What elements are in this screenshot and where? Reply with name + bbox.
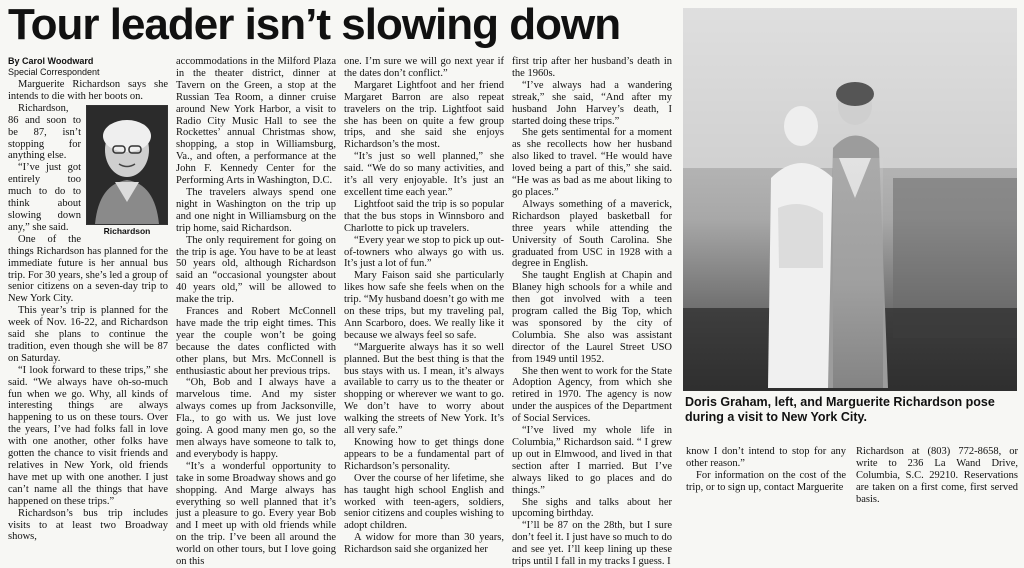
paragraph: “I’ll be 87 on the 28th, but I sure don’t feel it. I just have so much to do and see yet. I’ll keep lining up these trips until I fall in my tracks I guess. I [512, 520, 672, 568]
mugshot-caption: Richardson [103, 225, 151, 236]
paragraph: Richardson’s bus trip includes visits to at least two Broadway shows, [8, 507, 168, 543]
paragraph: “It’s a wonderful opportunity to take in some Broadway shows and go shopping. And Marge always has everything so well planned that it’s just a pleasure to go. Every year Bob and I meet up with old friends while on the trip. I’ve been all around the world on other tours, but I love going on this [176, 460, 336, 568]
paragraph: Over the course of her lifetime, she has taught high school English and worked with teen-agers, soldiers, senior citizens and couples wishing to adopt children. [344, 472, 504, 532]
paragraph: A widow for more than 30 years, Richardson said she organized her [344, 532, 504, 556]
paragraph: Knowing how to get things done appears to be a fundamental part of Richardson’s personality. [344, 437, 504, 472]
paragraph: Lightfoot said the trip is so popular that the bus stops in Winnsboro and Charlotte to pick up travelers. [344, 198, 504, 234]
paragraph: One of the things Richardson has planned for the immediate future is her annual bus trip. For 30 years, she’s led a group of senior citizens on a seven-day trip to New York City. [8, 233, 168, 305]
paragraph: “I’ve always had a wandering streak,” she said, “And after my husband John Harvey’s death, I started doing these trips.” [512, 79, 672, 127]
paragraph: The travelers always spend one night in Washington on the trip up and one night in Williamsburg on the trip home, said Richardson. [176, 186, 336, 234]
paragraph: “It’s just so well planned,” she said. “We do so many activities, and it’s all very enjoyable. It’s just an excellent time each year.” [344, 151, 504, 198]
paragraph: first trip after her husband’s death in the 1960s. [512, 56, 672, 79]
article-column-3 [344, 56, 504, 556]
portrait-photo [86, 105, 168, 225]
paragraph: “Marguerite always has it so well planned. But the best thing is that the bus stays with us. I mean, it’s always available to carry us to the theater or shopping or wherever we want to go. We don’t have to worry about walking the streets of New York. It’s all very safe.” [344, 341, 504, 437]
paragraph: “Oh, Bob and I always have a marvelous time. And my sister always comes up from Jacksonville, Fla., to go with us. We just love going. A good many men go, so the men always have someone to talk to, and everybody is happy. [176, 377, 336, 460]
article-column-5 [686, 446, 846, 494]
paragraph: Always something of a maverick, Richardson played basketball for three years while attending the University of South Carolina. She graduated from USC in 1928 with a degree in English. [512, 198, 672, 270]
paragraph: “I’ve just got entirely too much to do to think about slowing down any,” she said. [8, 162, 81, 233]
paragraph: accommodations in the Milford Plaza in the theater district, dinner at Tavern on the Green, a stop at the Russian Tea Room, a dinner cruise around New York Harbor, a visit to Radio City Music Hall to see the Rockettes’ annual Christmas show, shopping, a stop in Williamsburg, Va., and often, a performance at the John F. Kennedy Center for the Performing Arts in Washington, D.C. [176, 56, 336, 187]
paragraph: “Every year we stop to pick up out-of-towners who always go with us. It’s just a lot of fun.” [344, 234, 504, 270]
paragraph: Marguerite Richardson says she intends to die with her boots on. [8, 79, 168, 102]
paragraph: Richardson at (803) 772-8658, or write to 236 La Wand Drive, Columbia, S.C. 29210. Reservations are taken on a first come, first served basis. [856, 446, 1018, 505]
paragraph: She gets sentimental for a moment as she recollects how her husband also liked to travel. “He would have loved being a part of this,” she said. “He was as bad as me about liking to go places.” [512, 127, 672, 198]
article-column-1 [8, 56, 168, 543]
article-column-6 [856, 446, 1018, 506]
headline: Tour leader isn’t slowing down [8, 0, 621, 49]
paragraph: Mary Faison said she particularly likes how safe she feels when on the trip. “My husband doesn’t go with me on these trips, but my traveling pal, Ann Scarboro, does. We really like it because we always feel so safe. [344, 270, 504, 341]
article-column-2 [176, 56, 336, 568]
paragraph: Margaret Lightfoot and her friend Margaret Barron are also repeat travelers on the trip. Lightfoot said she has been on quite a few group trips, and she said she enjoys Richardson’s the most. [344, 79, 504, 151]
paragraph: Richardson, 86 and soon to be 87, isn’t stopping for anything else. [8, 102, 81, 162]
byline-role: Special Correspondent [8, 67, 100, 77]
byline: By Carol Woodward [8, 56, 94, 66]
photo-caption: Doris Graham, left, and Marguerite Richardson pose during a visit to New York City. [685, 395, 995, 424]
article-column-4 [512, 56, 672, 568]
paragraph: This year’s trip is planned for the week of Nov. 16-22, and Richardson said she plans to continue the tradition, even though she will be 87 on Saturday. [8, 305, 168, 364]
paragraph: She taught English at Chapin and Blaney high schools for a while and then got involved with a teen program called the Big Top, which was sponsored by the city of Columbia. She also was assistant director of the Laurel Street USO from 1949 until 1952. [512, 270, 672, 365]
paragraph: Frances and Robert McConnell have made the trip eight times. This year the couple won’t be going because the dates conflicted with other plans, but Mrs. McConnell is enthusiastic about her previous trips. [176, 306, 336, 377]
paragraph: one. I’m sure we will go next year if the dates don’t conflict.” [344, 56, 504, 79]
paragraph: She sighs and talks about her upcoming birthday. [512, 496, 672, 520]
paragraph: “I look forward to these trips,” she said. “We always have oh-so-much fun when we go. Why, all kinds of interesting things are always happening to us on these tours. Over the years, I’ve had folks fall in love with one another, other folks have gotten the chance to visit friends and relatives in New York, old friends have met up with one another. I just can’t name all the things that have happened on these trips.” [8, 364, 168, 507]
paragraph: For information on the cost of the trip, or to sign up, contact Marguerite [686, 469, 846, 493]
paragraph: know I don’t intend to stop for any other reason.” [686, 446, 846, 469]
news-photo [683, 8, 1017, 391]
paragraph: She then went to work for the State Adoption Agency, from which she retired in 1970. The agency is now under the auspices of the Department of Social Services. [512, 365, 672, 425]
paragraph: The only requirement for going on the trip is age. You have to be at least 50 years old, although Richardson said an “occasional youngster about 40 years old,” will be allowed to make the trip. [176, 234, 336, 306]
paragraph: “I’ve lived my whole life in Columbia,” Richardson said. “ I grew up out in Elmwood, and lived in that section after I married. But I’ve always liked to go places and do things.” [512, 425, 672, 496]
mugshot [86, 105, 168, 237]
